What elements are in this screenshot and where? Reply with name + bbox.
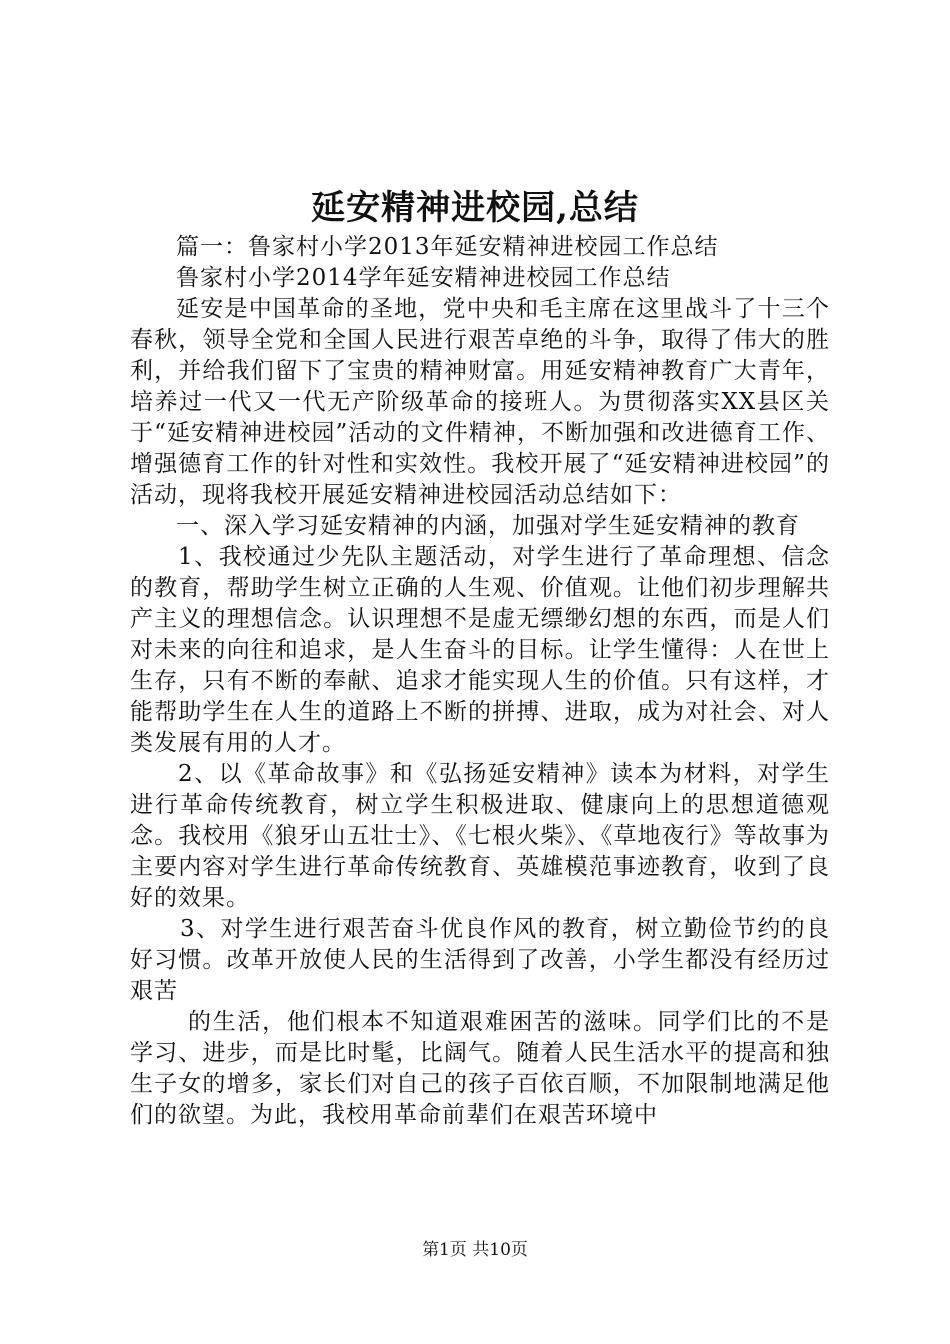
document-title: 延安精神进校园,总结 xyxy=(311,188,639,228)
paragraph-section-1: 一、深入学习延安精神的内涵，加强对学生延安精神的教育 xyxy=(176,513,800,539)
paragraph-item-3: 3、对学生进行艰苦奋斗优良作风的教育，树立勤俭节约的良好习惯。改革开放使人民的生活得到了改善，小学生都没有经历过艰苦 xyxy=(130,916,830,1004)
paragraph-intro: 延安是中国革命的圣地，党中央和毛主席在这里战斗了十三个春秋，领导全党和全国人民进行艰苦卓绝的斗争，取得了伟大的胜利，并给我们留下了宝贵的精神财富。用延安精神教育广大青年，培养过一代又一代无产阶级革命的接班人。为贯彻落实XX县区关于“延安精神进校园”活动的文件精神，不断加强和改进德育工作、增强德育工作的针对性和实效性。我校开展了“延安精神进校园”的活动，现将我校开展延安精神进校园活动总结如下： xyxy=(130,296,830,508)
paragraph-heading-2: 鲁家村小学2014学年延安精神进校园工作总结 xyxy=(176,265,671,291)
paragraph-heading-1: 篇一：鲁家村小学2013年延安精神进校园工作总结 xyxy=(176,234,719,260)
paragraph-item-2: 2、以《革命故事》和《弘扬延安精神》读本为材料，对学生进行革命传统教育，树立学生积极进取、健康向上的思想道德观念。我校用《狼牙山五壮士》、《七根火柴》、《草地夜行》等故事为主要内容对学生进行革命传统教育、英雄模范事迹教育，收到了良好的效果。 xyxy=(130,761,830,911)
document-body xyxy=(130,232,830,1131)
page-number-footer: 第1页 共10页 xyxy=(422,1240,528,1260)
paragraph-item-1: 1、我校通过少先队主题活动，对学生进行了革命理想、信念的教育，帮助学生树立正确的人生观、价值观。让他们初步理解共产主义的理想信念。认识理想不是虚无缥缈幻想的东西，而是人们对未来的向往和追求，是人生奋斗的目标。让学生懂得：人在世上生存，只有不断的奉献、追求才能实现人生的价值。只有这样，才能帮助学生在人生的道路上不断的拼搏、进取，成为对社会、对人类发展有用的人才。 xyxy=(130,544,830,756)
paragraph-item-3-continued: 的生活，他们根本不知道艰难困苦的滋味。同学们比的不是学习、进步，而是比时髦，比阔气。随着人民生活水平的提高和独生子女的增多，家长们对自己的孩子百依百顺，不加限制地满足他们的欲望。为此，我校用革命前辈们在艰苦环境中 xyxy=(130,1009,830,1128)
